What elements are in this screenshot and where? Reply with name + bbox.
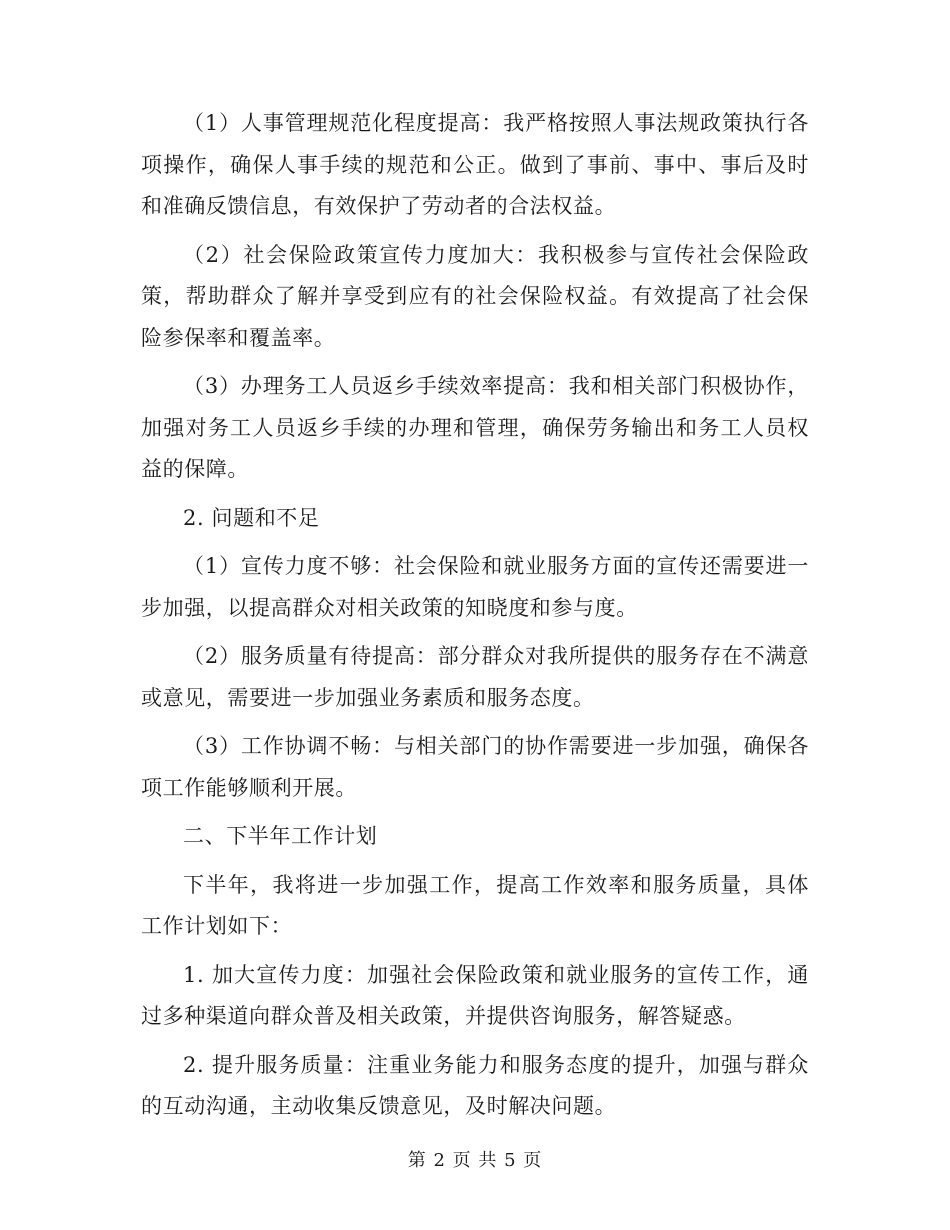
- section-heading-problems: 2. 问题和不足: [183, 505, 320, 530]
- paragraph-achievement-1: （1）人事管理规范化程度提高：我严格按照人事法规政策执行各项操作，确保人事手续的规范和公正。做到了事前、事中、事后及时和准确反馈信息，有效保护了劳动者的合法权益。: [141, 111, 809, 218]
- paragraph-achievement-2: （2）社会保险政策宣传力度加大：我积极参与宣传社会保险政策，帮助群众了解并享受到应有的社会保险权益。有效提高了社会保险参保率和覆盖率。: [141, 242, 809, 350]
- page-number-footer: 第 2 页 共 5 页: [407, 1150, 543, 1171]
- paragraph-problem-3: （3）工作协调不畅：与相关部门的协作需要进一步加强，确保各项工作能够顺利开展。: [141, 734, 809, 800]
- paragraph-plan-intro: 下半年，我将进一步加强工作，提高工作效率和服务质量，具体工作计划如下：: [141, 872, 809, 938]
- paragraph-problem-2: （2）服务质量有待提高：部分群众对我所提供的服务存在不满意或意见，需要进一步加强业务素质和服务态度。: [141, 644, 809, 710]
- section-heading-plan: 二、下半年工作计划: [183, 824, 378, 848]
- paragraph-plan-1: 1. 加大宣传力度：加强社会保险政策和就业服务的宣传工作，通过多种渠道向群众普及相关政策，并提供咨询服务，解答疑惑。: [141, 962, 809, 1028]
- paragraph-achievement-3: （3）办理务工人员返乡手续效率提高：我和相关部门积极协作，加强对务工人员返乡手续的办理和管理，确保劳务输出和务工人员权益的保障。: [141, 374, 809, 481]
- paragraph-problem-1: （1）宣传力度不够：社会保险和就业服务方面的宣传还需要进一步加强，以提高群众对相关政策的知晓度和参与度。: [141, 554, 809, 620]
- paragraph-plan-2: 2. 提升服务质量：注重业务能力和服务态度的提升，加强与群众的互动沟通，主动收集反馈意见，及时解决问题。: [141, 1052, 809, 1118]
- page-body: [141, 103, 809, 1135]
